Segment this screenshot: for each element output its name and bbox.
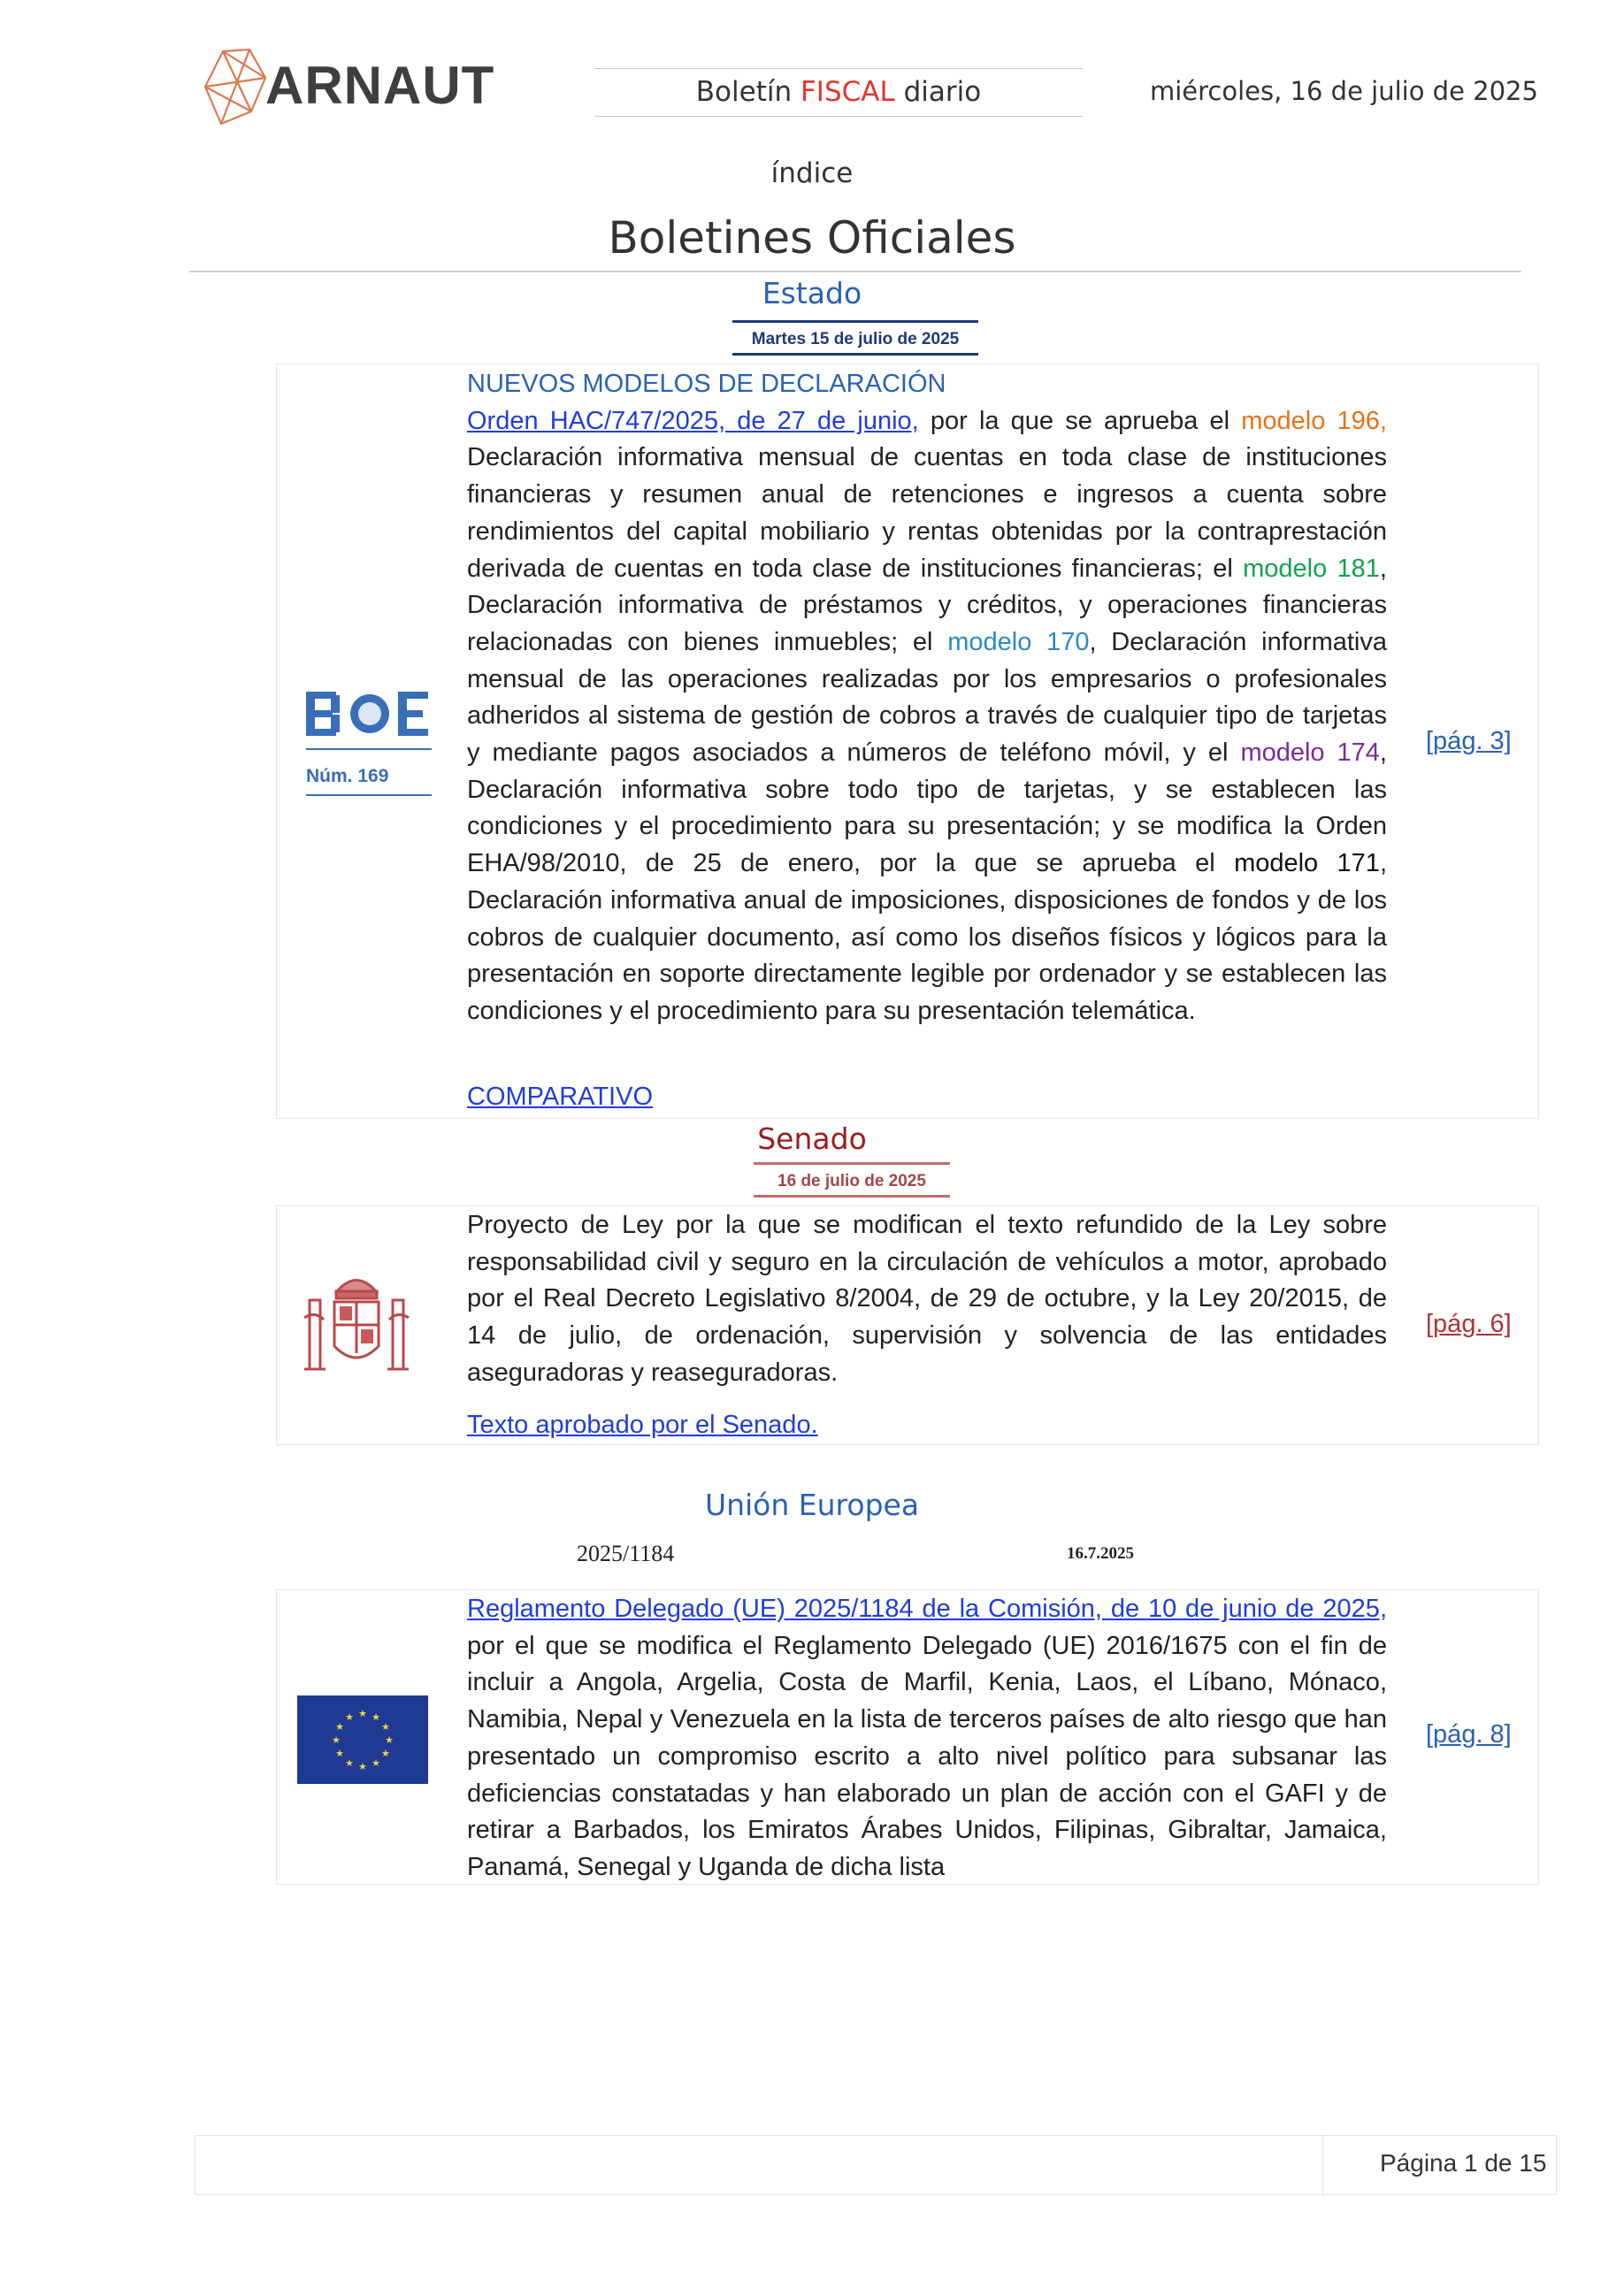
ue-entry-body: por el que se modifica el Reglamento Delegado (UE) 2016/1675 con el fin de incluir a Angola, Argelia, Costa de Marfil, Kenia, Laos, el Líbano, Mónaco, Namibia, Nepal y Venezuela en la lista de terceros países de alto riesgo que han presentado un compromiso escrito a alto nivel político para subsanar las deficiencias constatadas y han elaborado un plan de acción con el GAFI y de retirar a Barbados, los Emiratos Árabes Unidos, Filipinas, Gibraltar, Jamaica, Panamá, Senegal y Uganda de dicha lista bbox=[467, 1631, 1387, 1881]
eu-star-icon: ★ bbox=[332, 1734, 341, 1746]
footer bbox=[195, 2135, 1557, 2195]
section-title-ue: Unión Europea bbox=[704, 1488, 920, 1522]
spain-crest-icon bbox=[297, 1265, 416, 1387]
eu-star-icon: ★ bbox=[381, 1721, 390, 1733]
index-label: índice bbox=[770, 157, 854, 189]
modelo-196: modelo 196, bbox=[1241, 406, 1387, 435]
eu-star-icon: ★ bbox=[372, 1711, 380, 1724]
eu-star-icon: ★ bbox=[381, 1748, 390, 1759]
eu-star-icon: ★ bbox=[385, 1734, 394, 1746]
senado-text-link[interactable]: Texto aprobado por el Senado. bbox=[467, 1411, 818, 1439]
boe-entry-heading: NUEVOS MODELOS DE DECLARACIÓN bbox=[467, 370, 946, 398]
modelo-171: modelo 171 bbox=[1234, 849, 1380, 878]
title-divider bbox=[189, 271, 1521, 272]
text-segment: por la que se aprueba el bbox=[918, 406, 1242, 435]
logo-text: ARNAUT bbox=[265, 56, 495, 115]
text-segment: , Declaración informativa anual de imposiciones, disposiciones de fondos y de los cobros de cualquier documento, así como los diseños físicos y lógicos para la presentación en soporte directamente legible por ordenador y se establecen las condiciones y el procedimiento para su presentación telemática. bbox=[467, 849, 1387, 1025]
text-segment: Declaración informativa mensual de cuentas en toda clase de instituciones financieras y resumen anual de retenciones e ingresos a cuenta sobre rendimientos del capital mobiliario y rentas obtenidas por la contraprestación derivada de cuentas en toda clase de instituciones financieras; el bbox=[467, 443, 1387, 583]
modelo-170: modelo 170 bbox=[947, 627, 1090, 656]
text-segment: , Declaración informativa mensual de las operaciones realizadas por los empresarios o profesionales adheridos al sistema de gestión de cobros a través de cualquier tipo de tarjetas y mediante pagos asociados a números de teléfono móvil, y el bbox=[467, 627, 1387, 768]
eu-star-icon: ★ bbox=[358, 1761, 367, 1772]
text-segment: , Declaración informativa sobre todo tipo de tarjetas, y se establecen las condiciones y el procedimiento para su presentación; y se modifica la Orden EHA/98/2010, de 25 de enero, por la que se aprueba el bbox=[467, 739, 1387, 878]
header-date: miércoles, 16 de julio de 2025 bbox=[1150, 76, 1538, 106]
page-title: Boletines Oficiales bbox=[608, 212, 1016, 264]
bulletin-prefix: Boletín bbox=[695, 76, 801, 108]
section-title-senado: Senado bbox=[757, 1121, 867, 1156]
boe-page-link[interactable]: [pág. 3] bbox=[1426, 727, 1512, 755]
section-title-estado: Estado bbox=[762, 276, 862, 310]
eu-star-icon: ★ bbox=[358, 1708, 367, 1719]
eu-star-icon: ★ bbox=[345, 1756, 354, 1769]
reglamento-link[interactable]: Reglamento Delegado (UE) 2025/1184 de la Comisión, de 10 de junio de 2025, bbox=[467, 1595, 1387, 1623]
bulletin-suffix: diario bbox=[894, 76, 982, 108]
estado-date-badge: Martes 15 de julio de 2025 bbox=[732, 320, 978, 356]
eu-star-icon: ★ bbox=[335, 1721, 344, 1733]
senado-page-link[interactable]: [pág. 6] bbox=[1426, 1310, 1512, 1338]
modelo-181: modelo 181 bbox=[1243, 554, 1380, 583]
orden-hac-link[interactable]: Orden HAC/747/2025, de 27 de junio, bbox=[467, 406, 919, 435]
eu-flag-icon bbox=[297, 1695, 428, 1784]
bulletin-fiscal: FISCAL bbox=[800, 76, 895, 108]
eu-star-icon: ★ bbox=[345, 1711, 354, 1724]
ue-entry-text bbox=[467, 1591, 1387, 1887]
modelo-174: modelo 174 bbox=[1240, 739, 1380, 768]
boe-number: Núm. 169 bbox=[306, 766, 389, 786]
comparativo-link[interactable]: COMPARATIVO bbox=[467, 1083, 653, 1111]
page-number: Página 1 de 15 bbox=[1380, 2149, 1547, 2177]
footer-divider bbox=[1322, 2135, 1323, 2195]
bulletin-title bbox=[594, 68, 1083, 117]
eu-reference: 2025/1184 bbox=[577, 1541, 675, 1566]
senado-date-badge: 16 de julio de 2025 bbox=[754, 1162, 950, 1198]
boe-entry-text bbox=[467, 366, 1387, 1030]
senado-entry-text: Proyecto de Ley por la que se modifican el texto refundido de la Ley sobre responsabilidad civil y seguro en la circulación de vehículos a motor, aprobado por el Real Decreto Legislativo 8/2004, de 29 de octubre, y la Ley 20/2015, de 14 de julio, de ordenación, supervisión y solvencia de las entidades aseguradoras y reaseguradoras. bbox=[467, 1211, 1387, 1387]
eu-date: 16.7.2025 bbox=[1067, 1544, 1134, 1563]
eu-star-icon: ★ bbox=[372, 1756, 380, 1769]
ue-page-link[interactable]: [pág. 8] bbox=[1426, 1720, 1512, 1749]
eu-star-icon: ★ bbox=[335, 1748, 344, 1759]
text-segment: , Declaración informativa de préstamos y créditos, y operaciones financieras relacionadas con bienes inmuebles; el bbox=[467, 554, 1387, 656]
boe-entry-body bbox=[467, 403, 1387, 1030]
